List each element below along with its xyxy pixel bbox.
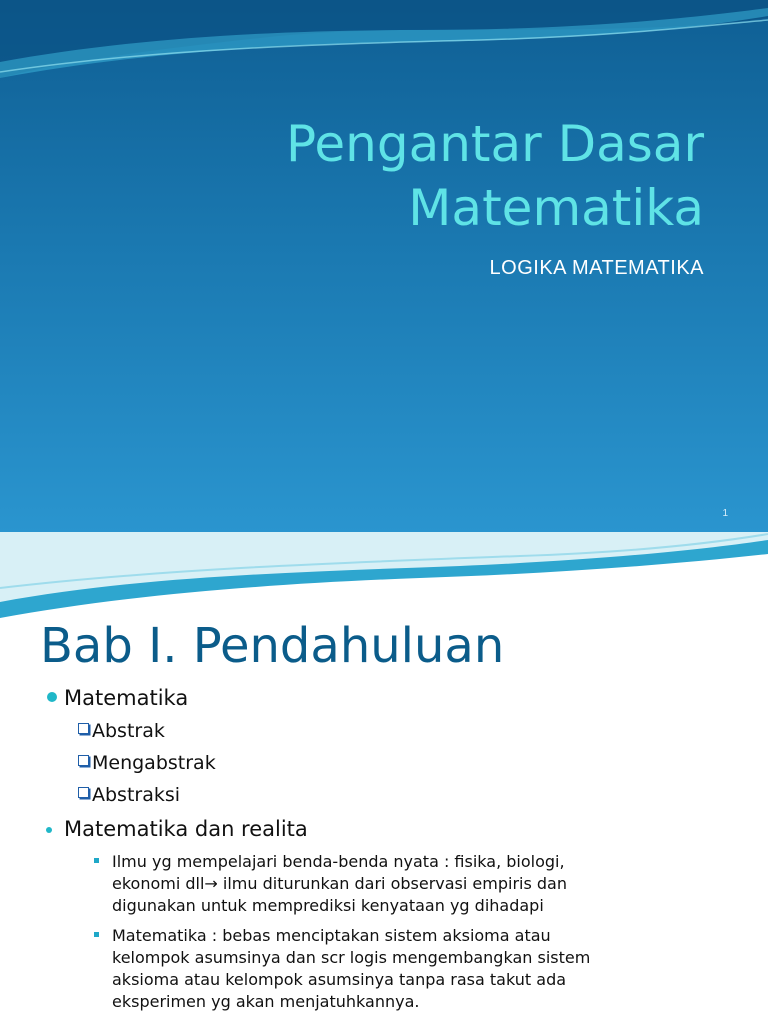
text-line: eksperimen yg akan menjatuhkannya. xyxy=(112,992,420,1011)
title-line-2: Matematika xyxy=(408,179,704,237)
slide-title xyxy=(286,112,704,240)
slide-title: Bab I. Pendahuluan xyxy=(40,618,505,674)
text-line: aksioma atau kelompok asumsinya tanpa rasa takut ada xyxy=(112,970,567,989)
checkbox-bullet-icon xyxy=(78,787,89,798)
bullet-icon xyxy=(47,692,57,702)
wave-decoration xyxy=(0,532,768,622)
list-item: Mengabstrak xyxy=(92,752,216,774)
topic-label: Matematika xyxy=(64,686,189,710)
page-number: 1 xyxy=(722,508,728,519)
text-line: Ilmu yg mempelajari benda-benda nyata : fisika, biologi, xyxy=(112,852,565,871)
title-line-1: Pengantar Dasar xyxy=(286,115,704,173)
square-bullet-icon xyxy=(94,932,99,937)
list-item: Abstrak xyxy=(92,720,165,742)
list-item: Abstraksi xyxy=(92,784,181,806)
checkbox-bullet-icon xyxy=(78,723,89,734)
topic-label: Matematika dan realita xyxy=(64,817,308,841)
text-line: Matematika : bebas menciptakan sistem aksioma atau xyxy=(112,926,551,945)
bullet-icon xyxy=(46,827,52,833)
wave-decoration xyxy=(0,0,768,100)
list-item xyxy=(112,851,712,917)
slide-subtitle: LOGIKA MATEMATIKA xyxy=(489,257,704,279)
square-bullet-icon xyxy=(94,858,99,863)
text-line: kelompok asumsinya dan scr logis mengembangkan sistem xyxy=(112,948,591,967)
text-line: ekonomi dll→ ilmu diturunkan dari observasi empiris dan xyxy=(112,874,567,893)
content-slide xyxy=(0,532,768,1024)
checkbox-bullet-icon xyxy=(78,755,89,766)
list-item xyxy=(112,925,712,1013)
text-line: digunakan untuk memprediksi kenyataan yg dihadapi xyxy=(112,896,544,915)
